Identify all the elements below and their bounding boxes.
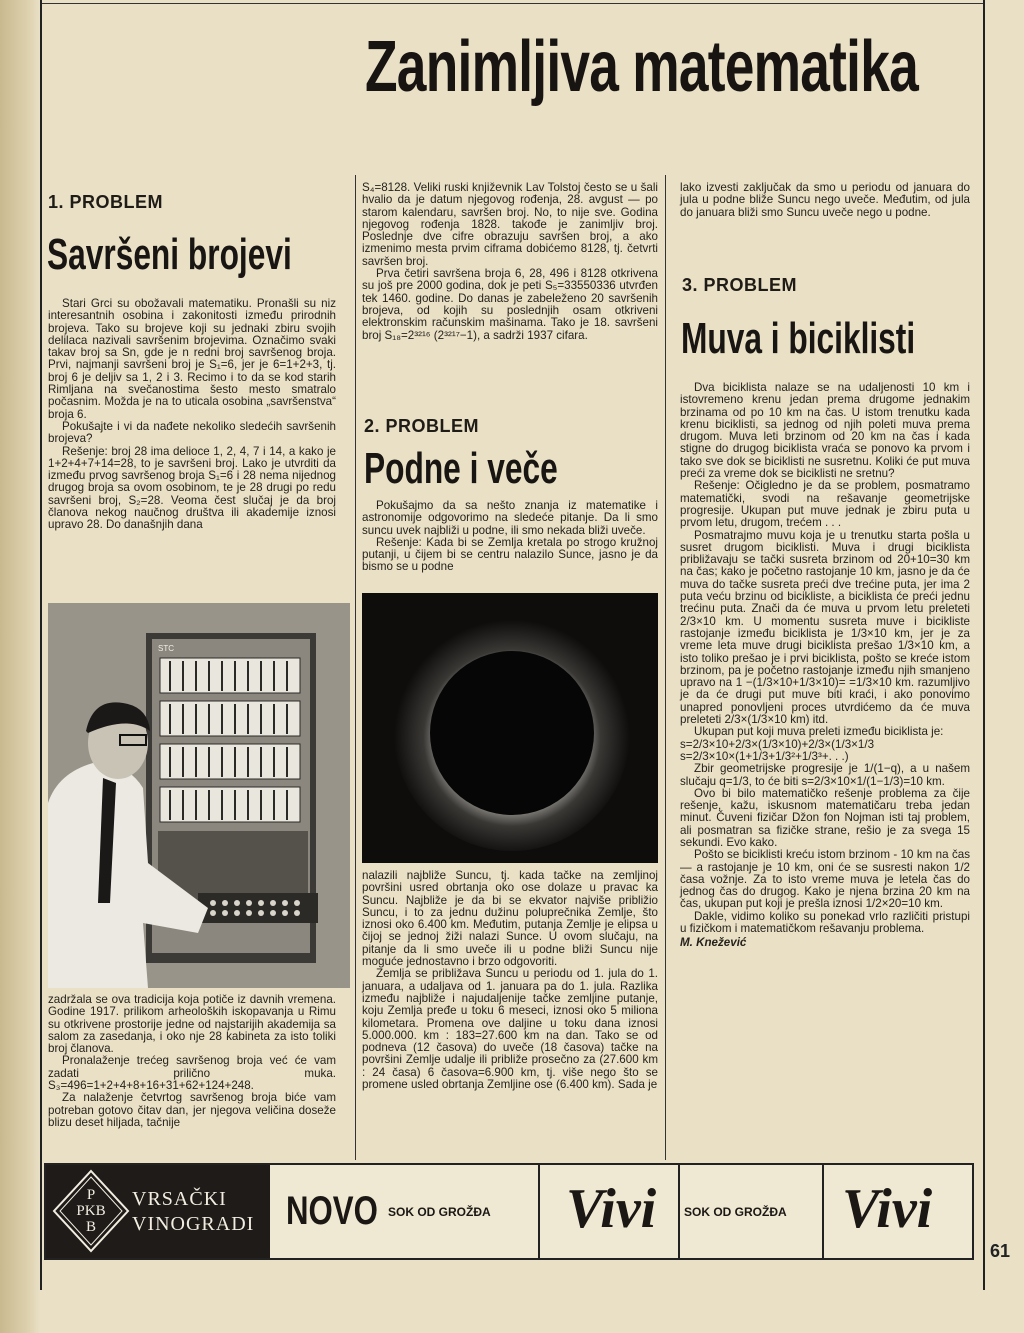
computer-photo <box>48 603 350 988</box>
formula: s=2/3×10+2/3×(1/3×10)+2/3×(1/3×1/3 s=2/3×10×(1+1/3+1/3²+1/3³+. . .) <box>680 737 875 763</box>
paragraph: Pronalaženje trećeg savršenog broja već će vam zadati prilično muka. S₃=496=1+2+4+8+16+31+62+124+248. <box>48 1054 336 1093</box>
pkb-letters <box>48 1187 134 1235</box>
computer-operator-illustration <box>48 603 350 988</box>
paragraph: Dakle, vidimo koliko su ponekad vrlo različiti pristupi u fizičkom i matematičkom rešavanju problema. <box>680 909 970 936</box>
paragraph: Pokušajte i vi da nađete nekoliko sledećih savršenih brojeva? <box>48 419 336 446</box>
author: M. Knežević <box>680 936 747 950</box>
pkb-logo-block <box>46 1165 270 1258</box>
ad-divider <box>538 1165 540 1258</box>
paragraph: Ukupan put koji muva preleti između biciklista je: <box>694 725 944 739</box>
paragraph: Rešenje: Kada bi se Zemlja kretala po strogo kružnoj putanji, u čijem bi se centru nalazilo Sunce, jasno je da bismo se u podne <box>362 535 658 574</box>
page-number: 61 <box>990 1241 1011 1261</box>
paragraph: Zbir geometrijske progresije je 1/(1−q), a u našem slučaju q=1/3, to će biti s=2/3×10×1/(1−1/3)=10 km. <box>680 762 970 788</box>
paragraph: Prva četiri savršena broja 6, 28, 496 i 8128 otkrivena su još pre 2000 godina, dok je peti S₅=33550336 utvrđen tek 1460. godine. Do danas je zabeleženo 20 savršenih brojeva, od kojih su poslednjih osam otkriveni elektronskim računskim mašinama. Tako je 18. savršeni broj S₁₈=2³²¹⁶ (2³²¹⁷−1), a sadrži 1937 cifara. <box>362 267 658 342</box>
brand-line: VINOGRADI <box>132 1213 255 1235</box>
juice-label: SOK OD GROŽĐA <box>684 1205 787 1219</box>
advertisement-banner <box>44 1163 974 1260</box>
problem-3-body <box>680 382 970 950</box>
problem-1-column-continued <box>362 182 658 342</box>
novo-label: NOVO <box>286 1189 378 1233</box>
problem-2-conclusion <box>680 182 970 219</box>
ad-divider <box>678 1165 680 1258</box>
left-frame-rule <box>40 0 42 1290</box>
logo-letter: B <box>85 1219 96 1235</box>
column-separator <box>355 175 356 1160</box>
paragraph: S₄=8128. Veliki ruski književnik Lav Tolstoj često se u šali hvalio da je datum njegovog rođenja, 28. avgust — po starom kalendaru, savršen broj. No, to nije sve. Godina njegovog rođenja 1828. takođe je zanimljiv broj. Poslednje dve cifre obrazuju savršen broj, a ako izmenimo mesta prvim ciframa dobićemo 8128, tj. četvrti savršen broj. <box>362 181 658 268</box>
paragraph: Zemlja se približava Suncu u periodu od 1. jula do 1. januara, a udaljava od 1. januara pa do 1. jula. Razlika između najbliže i najudaljenije tačke zemljine putanje, koju Zemlja pređe u toku 6 meseci, iznosi oko 5 miliona kilometara. Promena ove daljine u toku dana iznosi 5.000.000. km : 183=27.600 km na dan. Tako se od podneva (12 časova) do uveče (18 časova) tačke na površini Zemlje udalje ili približe prosečno za (27.600 km : 24 časa) 6 časova=6.900 km, tj. više nego što se promene usled obrtanja Zemljine ose (6.400 km). Sada je <box>362 967 658 1092</box>
problem-1-title: Savršeni brojevi <box>47 230 292 279</box>
brand-line: VRSAČKI <box>132 1188 227 1210</box>
problem-2-intro <box>362 500 658 574</box>
top-rule <box>40 3 984 4</box>
vivi-logo: Vivi <box>842 1178 933 1240</box>
paragraph: Za nalaženje četvrtog savršenog broja biće vam potreban gotovo čitav dan, jer njegova veličina doseže blizu deset hiljada, tačnije <box>48 1091 336 1129</box>
paragraph: Rešenje: Očigledno je da se problem, posmatramo matematički, svodi na rešavanje geometrijske progresije. Ukupan put muve jednak je zbiru puta u prvom letu, drugom, trećem . . . <box>680 479 970 530</box>
eclipse-illustration <box>362 593 658 863</box>
problem-1-column-bottom <box>48 994 336 1129</box>
juice-label: SOK OD GROŽĐA <box>388 1205 491 1219</box>
paragraph: lako izvesti zaključak da smo u periodu od januara do jula u podne bliže Suncu nego uveče. Međutim, od jula do januara bliži smo Suncu uveče nego u podne. <box>680 181 970 219</box>
problem-2-column-bottom <box>362 870 658 1091</box>
paragraph: Pošto se biciklisti kreću istom brzinom - 10 km na čas — a rastojanje je 10 km, oni će se susresti nakon 1/2 časa vožnje. Za to isto vreme muva je letela čas do jednog čas do drugog. Kako je njena brzina 20 km na čas, ukupan put koji je prešla iznosi 1/2×20=10 km. <box>680 848 970 911</box>
logo-letter: PKB <box>76 1203 106 1219</box>
logo-letter: P <box>86 1187 96 1203</box>
problem-3-label: 3. PROBLEM <box>682 275 798 295</box>
solar-eclipse-photo <box>362 593 658 863</box>
paragraph: Dva biciklista nalaze se na udaljenosti 10 km i istovremeno krenu jedan prema drugome jednakim brzinama od po 10 km na čas. U istom trenutku kada krenu biciklisti, sa jednog od njih poleti muva prema drugom. Muva leti brzinom od 20 km na čas i kada stigne do drugog biciklista vraća se ponovo ka prvom i tako sve dok se biciklisti ne susretnu. Koliki će put muva preći za vreme dok se biciklisti ne sretnu? <box>680 381 970 481</box>
problem-1-label: 1. PROBLEM <box>48 192 164 212</box>
paragraph: Stari Grci su obožavali matematiku. Pronašli su niz interesantnih osobina i zakonitosti između prirodnih brojeva. Tako su brojeve koji su jednaki zbiru svojih delilaca nazivali savršenim brojevima. Označimo svaki takav broj sa Sn, gde je n redni broj savršenog broja. Prvi, najmanji savršeni broj je S₁=6, jer je 6=1+2+3, tj. broj 6 je deljiv sa 1, 2 i 3. Recimo i to da se kod starih Rimljana na svečanostima šesto mesto smatralo počasnim. Možda je na to uticala osobina „savršenstva“ broja 6. <box>48 297 336 421</box>
paragraph: Pokušajmo da sa nešto znanja iz matematike i astronomije odgovorimo na sledeće pitanje. Da li smo suncu uvek najbliži u podne, ili smo nekada bliži uveče. <box>362 499 658 537</box>
page-heading: Zanimljiva matematika <box>365 27 919 107</box>
paragraph: Ovo bi bilo matematičko rešenje problema za čije rešenje, kažu, iskusnom matematičaru treba jedan minut. Čuveni fizičar Džon fon Nojman isti taj problem, ali posmatran sa fizičke strane, rešio je za svega 15 sekundi. Evo kako. <box>680 786 970 849</box>
right-frame-rule <box>983 0 985 1290</box>
paragraph: Posmatrajmo muvu koja je u trenutku starta pošla u susret drugom biciklisti. Muva i drugi biciklista približavaju se tački susreta brzinom od 20+10=30 km na čas; kako je početno rastojanje 10 km, jasno je da će muva do tačke susreta preći dve trećine puta, jer ima 2 puta veću brzinu od bicikliste, a biciklista će preći jednu trećinu puta. Znači da će muva u prvom letu preleteti 2/3×10 km. U momentu susreta muve i bicikliste rastojanje između biciklista je 1/3×10 km, jer je za vreme leta muve drugi biciklista prešao 1/3×10 km, a isto toliko prešao je i prvi biciklista, pošto se kreće istom brzinom, pa je početno rastojanje između njih smanjeno upravo na 1 −(1/3×10+1/3×10)= =1/3×10 km. razumljivo je da će drugi put muve biti kraći, i ako ponovimo unapred ponovljeni proces utvrdićemo da će muva preleteti 2/3×(1/3×10 km) itd. <box>680 528 970 727</box>
brand-name <box>132 1187 254 1237</box>
paragraph: nalazili najbliže Suncu, tj. kada tačke na zemljinoj površini usred obrtanja oko ose dolaze u pravac ka Suncu. Najbliže je da bi se ekvator najviše približio Suncu, i to za jednu dužinu poluprečnika Zemlje, što iznosi oko 6.400 km. Međutim, putanja Zemlje je elipsa u čijoj se jednoj žiži nalazi Sunce. U ovom slučaju, na pitanje da li smo uveče ili u podne bliži Suncu nije moguće jednostavno i brzo odgovoriti. <box>362 869 658 969</box>
paragraph: zadržala se ova tradicija koja potiče iz davnih vremena. Godine 1917. prilikom arheoloških iskopavanja u Rimu su otkrivene prostorije jedne od najstarijih akademija sa salom za zasedanja, i oko nje 28 kabineta za isto toliki broj članova. <box>48 993 336 1056</box>
column-separator <box>665 175 666 1160</box>
ad-divider <box>822 1165 824 1258</box>
problem-2-title: Podne i veče <box>364 444 558 493</box>
page-edge <box>0 0 40 1333</box>
problem-3-title: Muva i biciklisti <box>681 314 916 363</box>
problem-1-column-top <box>48 298 336 532</box>
problem-2-label: 2. PROBLEM <box>364 416 480 436</box>
paragraph: Rešenje: broj 28 ima delioce 1, 2, 4, 7 i 14, a kako je 1+2+4+7+14=28, to je savršeni broj. Lako je utvrditi da između prvog savršenog broja S₁=6 i 28 nema nijednog drugog broja sa ovom osobinom, te je 28 drugi po redu savršeni broj, S₂=28. Veoma čest slučaj je da broj članova nekog naučnog društva ili akademije iznosi upravo 28. Do današnjih dana <box>48 444 336 532</box>
vivi-logo: Vivi <box>566 1178 657 1240</box>
computer-label: STC <box>158 644 174 653</box>
